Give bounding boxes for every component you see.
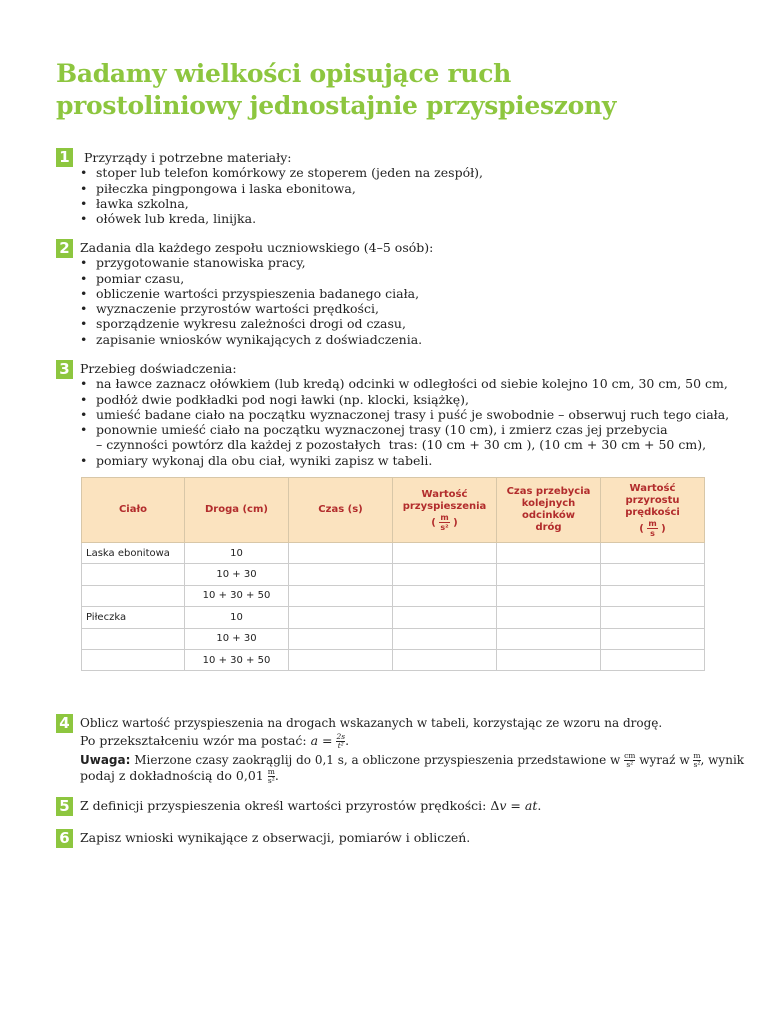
section-1-heading: Przyrządy i potrzebne materiały: — [84, 150, 292, 165]
unit-fraction: $\frac{m}{\text{s²}}$ — [693, 751, 701, 769]
list-item: • umieść badane ciało na początku wyznaczonej trasy i puść je swobodnie – obserwuj ruch tego ciała, — [80, 407, 729, 422]
cell-empty[interactable] — [497, 564, 601, 585]
list-item: • zapisanie wniosków wynikających z doświadczenia. — [80, 332, 433, 347]
cell-empty[interactable] — [497, 543, 601, 564]
list-item: • pomiary wykonaj dla obu ciał, wyniki zapisz w tabeli. — [80, 453, 729, 468]
header-body: Ciało — [82, 478, 185, 543]
cell-empty[interactable] — [393, 607, 497, 628]
title-line-1: Badamy wielkości opisujące ruch — [56, 59, 512, 88]
section-number-6: 6 — [56, 829, 73, 848]
cell-empty[interactable] — [393, 564, 497, 585]
section-number-3: 3 — [56, 360, 73, 379]
cell-empty[interactable] — [393, 628, 497, 649]
note-label: Uwaga: — [80, 753, 131, 767]
cell-road: 10 + 30 + 50 — [185, 585, 289, 606]
header-velocity-increase: Wartość przyrostu prędkości ( $\frac{m}{s}$ ) — [601, 478, 705, 543]
section-4-note-line-2: podaj z dokładnością do 0,01 $\frac{m}{\text{s²}}$ . — [80, 767, 279, 785]
cell-body — [82, 628, 185, 649]
section-2-heading: Zadania dla każdego zespołu uczniowskiego (4–5 osób): — [80, 240, 434, 255]
cell-empty[interactable] — [601, 628, 705, 649]
list-item: • wyznaczenie przyrostów wartości prędkości, — [80, 301, 433, 316]
unit-fraction: $\frac{m}{\text{s²}}$ — [440, 512, 449, 532]
section-number-1: 1 — [56, 148, 73, 167]
cell-empty[interactable] — [289, 649, 393, 670]
unit-fraction: $\frac{m}{s}$ — [648, 518, 657, 538]
section-1-list — [80, 165, 483, 226]
list-item: • ławka szkolna, — [80, 196, 483, 211]
table-row — [82, 649, 705, 670]
cell-empty[interactable] — [601, 543, 705, 564]
section-4-line-1: Oblicz wartość przyspieszenia na drogach wskazanych w tabeli, korzystając ze wzoru na drogę. — [80, 716, 663, 730]
cell-empty[interactable] — [393, 649, 497, 670]
list-item: • podłóż dwie podkładki pod nogi ławki (np. klocki, książkę), — [80, 392, 729, 407]
list-item: • pomiar czasu, — [80, 271, 433, 286]
cell-empty[interactable] — [289, 543, 393, 564]
cell-empty[interactable] — [497, 628, 601, 649]
cell-body — [82, 649, 185, 670]
section-3-heading: Przebieg doświadczenia: — [80, 361, 237, 376]
cell-road: 10 + 30 + 50 — [185, 649, 289, 670]
page-title — [56, 58, 736, 122]
cell-body: Piłeczka — [82, 607, 185, 628]
measurement-table — [81, 477, 705, 671]
cell-road: 10 — [185, 607, 289, 628]
table-row — [82, 564, 705, 585]
cell-empty[interactable] — [601, 607, 705, 628]
list-item: • przygotowanie stanowiska pracy, — [80, 255, 433, 270]
table-row — [82, 585, 705, 606]
list-item: • ołówek lub kreda, linijka. — [80, 211, 483, 226]
section-number-5: 5 — [56, 797, 73, 816]
cell-empty[interactable] — [289, 585, 393, 606]
cell-road: 10 + 30 — [185, 628, 289, 649]
cell-empty[interactable] — [497, 585, 601, 606]
cell-empty[interactable] — [601, 564, 705, 585]
cell-empty[interactable] — [289, 564, 393, 585]
cell-body — [82, 585, 185, 606]
cell-body — [82, 564, 185, 585]
section-4-note: Uwaga: Mierzone czasy zaokrąglij do 0,1 s, a obliczone przyspieszenia przedstawione w $\frac{cm}{\text{s²}}$ wyraź w $\frac{m}{\text{s²}}$ , wynik — [80, 751, 745, 769]
list-item: • piłeczka pingpongowa i laska ebonitowa, — [80, 181, 483, 196]
cell-empty[interactable] — [393, 585, 497, 606]
header-acceleration: Wartość przyspieszenia ( $\frac{m}{\text{s²}}$ ) — [393, 478, 497, 543]
section-1 — [80, 150, 483, 226]
cell-road: 10 — [185, 543, 289, 564]
cell-empty[interactable] — [497, 649, 601, 670]
cell-empty[interactable] — [289, 607, 393, 628]
cell-body: Laska ebonitowa — [82, 543, 185, 564]
cell-empty[interactable] — [289, 628, 393, 649]
table-header-row — [82, 478, 705, 543]
section-number-2: 2 — [56, 239, 73, 258]
section-3-continuation: – czynności powtórz dla każdej z pozostałych tras: (10 cm + 30 cm ), (10 cm + 30 cm + 50 cm), — [96, 437, 707, 453]
header-segment-time: Czas przebycia kolejnych odcinków dróg — [497, 478, 601, 543]
section-2-list — [80, 255, 433, 347]
table-row — [82, 607, 705, 628]
list-item: • sporządzenie wykresu zależności drogi od czasu, — [80, 316, 433, 331]
header-road: Droga (cm) — [185, 478, 289, 543]
unit-fraction: $\frac{m}{\text{s²}}$ — [267, 767, 275, 785]
section-number-4: 4 — [56, 714, 73, 733]
unit-fraction: $\frac{cm}{\text{s²}}$ — [624, 751, 636, 769]
section-5-text: Z definicji przyspieszenia określ wartości przyrostów prędkości: Δv = at. — [80, 798, 542, 813]
header-time: Czas (s) — [289, 478, 393, 543]
table-row — [82, 543, 705, 564]
cell-empty[interactable] — [393, 543, 497, 564]
section-3 — [80, 361, 729, 468]
cell-empty[interactable] — [601, 585, 705, 606]
table-row — [82, 628, 705, 649]
title-line-2: prostoliniowy jednostajnie przyspieszony — [56, 91, 617, 120]
cell-empty[interactable] — [601, 649, 705, 670]
section-4-line-2: Po przekształceniu wzór ma postać: a = $\frac{2s}{\text{t²}}$ . — [80, 732, 350, 750]
section-6-text: Zapisz wnioski wynikające z obserwacji, pomiarów i obliczeń. — [80, 830, 471, 845]
formula-fraction: $\frac{2s}{\text{t²}}$ — [336, 732, 346, 750]
section-2 — [80, 240, 433, 347]
cell-road: 10 + 30 — [185, 564, 289, 585]
cell-empty[interactable] — [497, 607, 601, 628]
list-item: • obliczenie wartości przyspieszenia badanego ciała, — [80, 286, 433, 301]
list-item: • stoper lub telefon komórkowy ze stoperem (jeden na zespół), — [80, 165, 483, 180]
list-item: • na ławce zaznacz ołówkiem (lub kredą) odcinki w odległości od siebie kolejno 10 cm, 30 cm, 50 cm, — [80, 376, 729, 391]
section-3-list — [80, 376, 729, 468]
list-item: • ponownie umieść ciało na początku wyznaczonej trasy (10 cm), i zmierz czas jej przebycia – czynności powtórz dla każdej z pozostałych tras: (10 cm + 30 cm ), (10 cm + 30 cm + 50 cm), — [80, 422, 729, 453]
